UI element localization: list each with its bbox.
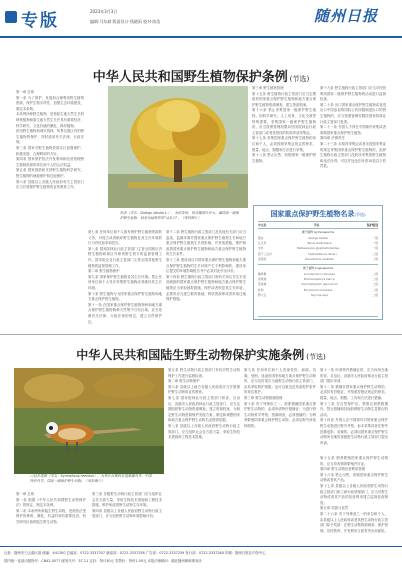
table-cell-name: 水杉 — [258, 246, 264, 251]
table-row — [258, 282, 378, 286]
table-cell-latin: Taxus wallichiana — [307, 241, 332, 246]
table-cell-level: 二级 — [372, 292, 378, 297]
table-header-name: 中文名 — [258, 223, 267, 227]
article1-column-5: 第十九条 野生植物行政主管部门应当对经营利用国家二级保护野生植物的活动进行监督检查。 第二十条 出口国家重点保护野生植物或者进出口中国参加的国际公约所限制进出口的野生植物的，应当按照管理权限经国务院林业行政主管部门批准。 第二十一条 外国人不得在中国境内采集或者收购国家重点保护野生植物。 第四章 法律责任 第二十三条 未取得采集证或者未按照采集证的规定采集国家重点保护野生植物的，由野生植物行政主管部门没收所采集的野生植物和违法所得，可以并处违法所得10倍以下的罚款。 — [320, 86, 386, 169]
table-row — [258, 241, 378, 245]
article1-column-2: 第七条 任何单位和个人都有保护野生植物资源的义务，对侵占或者破坏野生植物及其生长环境的行为有权检举和控告。 第八条 国务院林业行政主管部门主管全国林区内野生植物和林区外珍贵野生树木的监督管理工作。国务院农业行政主管部门主管全国其他野生植物的监督管理工作。 第二章 野生植物保护 第九条 国家保护野生植物及其生长环境。禁止任何单位和个人非法采集野生植物或者破坏其生长环境。 第十条 野生植物分为国家重点保护野生植物和地方重点保护野生植物。 第十一条 在国家重点保护野生植物物种和地方重点保护野生植物物种天然集中分布区域，应当依照有关法律、行政法规的规定，建立自然保护区。 — [88, 230, 162, 324]
table-cell-level: 二级 — [372, 282, 378, 287]
table-cell-latin: Eucommia ulmoides — [303, 287, 333, 292]
article2-column-3: 第九条 任何单位和个人发现受伤、病弱、饥饿、受困、迷途的国家和地方重点保护野生动物时，应当及时报告当地野生动物行政主管部门，由其采取救护措施；也可以就近送具备救护条件的单位救护。 第三章 野生动物猎捕管理 第十条 有下列情形之一，需要猎捕国家重点保护野生动物的，必须申请特许猎捕证：为进行野生动物科学考察、资源调查，必须猎捕的；为驯养繁殖国家重点保护野生动物，必须从野外获取种源的。 — [244, 368, 316, 428]
footer-line-1: 社址：随州市白云湖大道 邮编：441300 总编室：0722-3337257 新闻部：0722-3337258 广告部：0722-3337259 发行部：0722-3337260 印刷：随州日报社印务中心 — [4, 551, 266, 555]
table-cell-level: 二级 — [372, 256, 378, 261]
article2-subtitle: (节选) — [306, 353, 326, 361]
table-cell-name: 篦子三尖杉 — [258, 251, 272, 256]
table-row — [258, 288, 378, 292]
table-rule — [258, 228, 378, 229]
section-logo-icon — [5, 11, 17, 23]
article1-column-3: 第十二条 野生植物行政主管部门及其他有关部门应当监视、监测环境对国家重点保护野生植物生长和地方重点保护野生植物生长的影响，并采取措施，维护和改善国家重点保护野生植物和地方重点保护野生植物的生长条件。 第十三条 建设项目对国家重点保护野生植物和地方重点保护野生植物的生长环境产生不利影响的，建设单位提交的环境影响报告书中必须对此作出评价。 第十四条 野生植物行政主管部门和有关单位对生长受到威胁的国家重点保护野生植物和地方重点保护野生植物应当采取拯救措施，保护或者恢复其生长环境，必要时应当建立繁育基地、种质资源库或者采取迁地保护措施。 — [166, 230, 246, 302]
table-cell-level: 一级 — [372, 246, 378, 251]
table-cell-latin: Cercidiphyllum japonicum — [301, 282, 338, 287]
table-cell-level: 一级 — [372, 241, 378, 246]
table-cell-level: 二级 — [372, 251, 378, 256]
table-cell-latin: Metasequoia glyptostroboides — [296, 246, 340, 251]
footer-rule — [0, 546, 402, 547]
table-cell-name: 连香树 — [258, 282, 267, 287]
article2-column-1: 第一章 总则 第一条 根据《中华人民共和国野生动物保护法》的规定，制定本条例。 第二条 本条例所称陆生野生动物，是指依法受保护的珍贵、濒危、有益的和有重要经济、科学研究价值的陆生野生动物。 第三条 各级野生动物行政主管部门应当组织社会各方面力量，采取生物技术措施和工程技术措施，维护和改善野生动物生存环境。 第四条 县级以上各级人民政府野生动物行政主管部门，应当组织野生动物环境影响评价。 — [16, 492, 162, 524]
table-cell-latin: Liriodendron chinense — [303, 272, 335, 276]
editors-credit: 编辑·马东斌 版面设计·钱晓雨 校对·陈浩 — [90, 19, 161, 24]
table-cell-name: 鹅掌楸 — [258, 272, 267, 276]
table-cell-latin: Glycine soja — [310, 292, 328, 297]
article2-column-5: 第十五条 驯养繁殖国家重点保护野生动物的，应当持有驯养繁殖许可证。 第四章 野生动物经营利用管理 第十六条 禁止出售、收购国家重点保护野生动物或者其产品。 第十七条 县级以上各级人民政府野生动物行政主管部门和工商行政管理部门，应当对野生动物或者其产品的经营利用建立监督检查制度。 第五章 奖励与惩罚 第二十六条 有下列事迹之一的单位和个人，由县级以上人民政府或者其野生动物行政主管部门给予奖励：在野生动物资源调查、保护管理、宣传教育、开发利用方面有突出贡献的。 — [320, 456, 388, 533]
species-table — [253, 205, 383, 320]
table-row — [258, 277, 378, 281]
table-rule — [258, 316, 378, 317]
ginkgo-photo-caption: 银杏（学名：Ginkgo biloba L.），为银杏科、银杏属落叶乔木。属国家一级保护野生植物，被誉为植物界的"活化石"。（资料图片） — [120, 211, 239, 220]
table-cell-name: 金钱松 — [258, 256, 267, 261]
section-title: 专版 — [21, 11, 59, 31]
article1-title — [0, 66, 402, 85]
table-row — [258, 236, 378, 240]
pheasant-photo — [14, 368, 164, 474]
table-cell-name: 杜仲 — [258, 287, 264, 292]
table-cell-name: 香果树 — [258, 277, 267, 282]
table-header-level: 保护级别 — [366, 223, 378, 227]
footer-line-2: 国内统一连续出版物号：CN42-0077 邮发代号：37-11 定价：每月30元 零售价：每份1.00元 本报法律顾问：湖北随州律师事务所 — [4, 559, 202, 563]
article2-title-text: 中华人民共和国陆生野生动物保护实施条例 — [76, 348, 305, 362]
article2-column-4: 第十一条 申请特许猎捕证的，应当向所在地的省、自治区、直辖市人民政府林业行政主管部门提出申请。 第十二条 猎捕非国家重点保护野生动物的，必须持有狩猎证，并按照狩猎证规定的种类、数量、地点、期限、工具和方法进行猎捕。 第十三条 在自然保护区、禁猎区和禁猎期内，禁止猎捕和其他妨碍野生动物生息繁衍的活动。 第十四条 外国人在中国境内对国家重点保护野生动物进行野外考察、标本采集或者在野外拍摄电影、录像的，必须向国家重点保护野生动物所在地的省级野生动物行政主管部门提出申请。 — [320, 368, 388, 445]
table-rule — [258, 221, 378, 222]
table-cell-level: 二级 — [372, 287, 378, 292]
table-cell-level: 二级 — [372, 272, 378, 276]
ginkgo-photo — [108, 86, 248, 208]
table-row — [258, 246, 378, 250]
table-cell-latin: Pseudolarix amabilis — [305, 256, 334, 261]
table-row — [258, 257, 378, 261]
article1-subtitle: (节选) — [289, 75, 310, 83]
article2-column-2: 第五条 野生动物行政主管部门有权对野生动物保护工作进行监督检查。 第二章 野生动物保护 第六条 县级以上地方各级人民政府应当开展保护野生动物的宣传教育。 第七条 国务院林业行政主管部门和省、自治区、直辖市人民政府林业行政主管部门，应当定期组织野生动物资源调查，建立资源档案，为制定野生动物资源保护发展方案、制定和调整国家和地方重点保护野生动物名录提供依据。 第八条 县级以上各级人民政府野生动物行政主管部门，应当组织社会各方面力量，采取生物技术措施和工程技术措施。 — [168, 368, 240, 440]
table-cell-latin: Cephalotaxus oliveri — [307, 251, 337, 256]
table-rule — [258, 264, 378, 265]
dateline: 2023年3月3日 — [90, 9, 118, 14]
table-cell-latin: Ginkgo biloba — [308, 236, 328, 240]
article-separator — [0, 334, 402, 335]
table-cell-latin: Emmenopterys henryi — [303, 277, 335, 282]
table-cell-name: 银杏 — [258, 236, 264, 240]
table-header-latin: 学名 — [313, 223, 320, 227]
article1-title-text: 中华人民共和国野生植物保护条例 — [92, 70, 288, 85]
table-group-angiosperms: 被子植物 Angiosperms — [302, 266, 334, 270]
pheasant-photo-caption: 白冠长尾雉（学名：Syrmaticus reevesii），为鸡形目雉科长尾雉属鸟类，中国特有鸟类，国家一级保护野生动物。（资料图片） — [30, 474, 152, 483]
table-row — [258, 293, 378, 297]
table-header-row — [258, 223, 378, 227]
page-header — [0, 0, 402, 38]
article1-column-4: 第三章 野生植物管理 第十五条 野生植物行政主管部门应当定期组织国家重点保护野生植物和地方重点保护野生植物资源调查，建立资源档案。 第十六条 禁止采集国家一级保护野生植物。因科学研究、人工培育、文化交流等特殊需要，采集国家一级保护野生植物的，应当按照管理权限向国务院林业行政主管部门或者其授权的机构申请采集证。 第十七条 采集国家重点保护野生植物的单位和个人，必须按照采集证规定的种类、数量、地点、期限和方法进行采集。 第十八条 禁止出售、收购国家一级保护野生植物。 — [252, 86, 316, 163]
species-table-title-text: 国家重点保护野生植物名录 — [270, 209, 355, 218]
table-cell-name: 红豆杉 — [258, 241, 267, 246]
table-row — [258, 272, 378, 276]
table-cell-name: 野大豆 — [258, 292, 267, 297]
species-table-subtitle: (节选) — [354, 212, 366, 217]
table-cell-level: 二级 — [372, 277, 378, 282]
table-row — [258, 252, 378, 256]
table-cell-level: 一级 — [372, 236, 378, 240]
article2-title — [0, 346, 402, 363]
masthead: 随州日报 — [313, 7, 378, 25]
table-group-gymnosperms: 裸子植物 Gymnosperms — [301, 230, 335, 234]
species-table-title — [254, 209, 382, 219]
article1-column-1: 第一章 总则 第一条 为了保护、发展和合理利用野生植物资源，保护生物多样性，加强生态环境建设，制定本条例。 本条例所称野生植物，是指原生地天然生长的珍贵植物和原生地天然生长并具有重要经济、科学研究、文化价值的濒危、稀有植物。 药用野生植物和城市园林、风景名胜区内的野生植物的保护，同时适用有关法律、行政法规。 第三条 国家对野生植物资源实行加强保护、积极发展、合理利用的方针。 第四条 国家保护依法开发利用和经营管理野生植物资源的单位和个人的合法权益。 第五条 国家鼓励和支持野生植物科学研究、野生植物的就地保护和迁地保护。 第六条 县级以上各级人民政府有关主管部门应当开展保护野生植物的宣传教育工作。 — [16, 90, 84, 190]
